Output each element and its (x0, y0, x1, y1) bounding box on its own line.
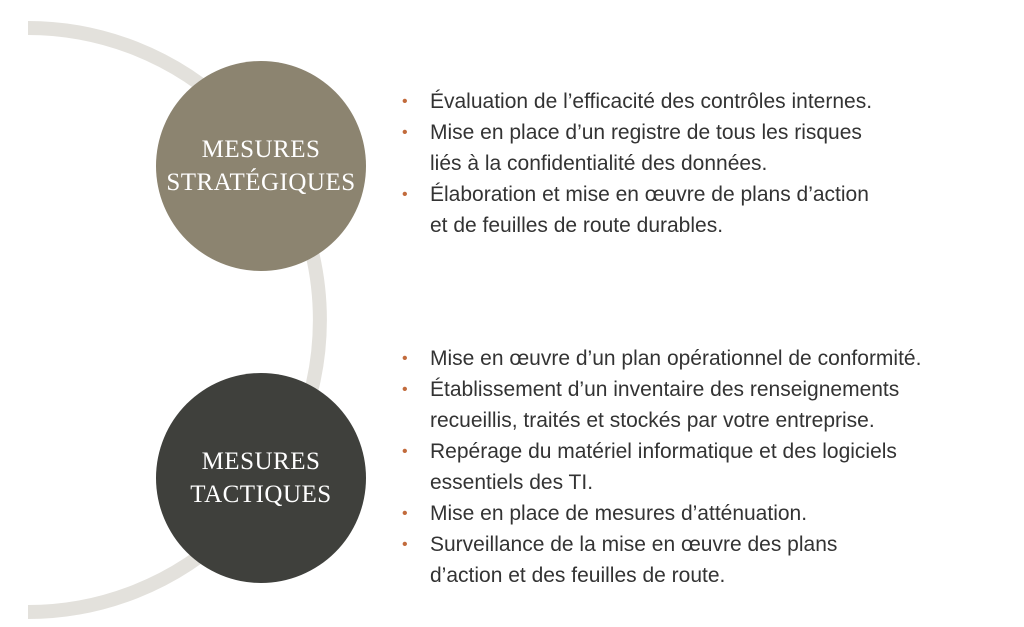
strategic-measures-list (402, 86, 872, 241)
list-item-text: Repérage du matériel informatique et des logiciels essentiels des TI. (430, 440, 897, 494)
strategic-measures-circle (156, 61, 366, 271)
bullet-icon: • (402, 124, 408, 141)
strategic-title-line2: STRATÉGIQUES (166, 169, 356, 196)
list-item-text: Mise en place de mesures d’atténuation. (430, 502, 808, 525)
list-item-text: Mise en œuvre d’un plan opérationnel de conformité. (430, 347, 922, 370)
bullet-icon: • (402, 505, 408, 522)
list-item-text: Évaluation de l’efficacité des contrôles internes. (430, 90, 873, 113)
list-item (402, 86, 872, 117)
tactical-measures-circle (156, 373, 366, 583)
tactical-title-line2: TACTIQUES (190, 481, 332, 508)
list-item (402, 529, 921, 591)
list-item-text: Établissement d’un inventaire des renseignements recueillis, traités et stockés par votre entreprise. (430, 378, 900, 432)
tactical-measures-list (402, 343, 921, 591)
bullet-icon: • (402, 186, 408, 203)
list-item (402, 498, 921, 529)
bullet-icon: • (402, 443, 408, 460)
list-item-text: Élaboration et mise en œuvre de plans d’action et de feuilles de route durables. (430, 183, 869, 237)
bullet-icon: • (402, 350, 408, 367)
list-item-text: Surveillance de la mise en œuvre des plans d’action et des feuilles de route. (430, 533, 838, 587)
bullet-icon: • (402, 93, 408, 110)
list-item (402, 343, 921, 374)
bullet-icon: • (402, 536, 408, 553)
list-item (402, 436, 921, 498)
bullet-icon: • (402, 381, 408, 398)
list-item (402, 374, 921, 436)
tactical-title-line1: MESURES (201, 448, 321, 475)
strategic-title-line1: MESURES (201, 136, 321, 163)
list-item (402, 117, 872, 179)
list-item (402, 179, 872, 241)
list-item-text: Mise en place d’un registre de tous les risques liés à la confidentialité des données. (430, 121, 862, 175)
